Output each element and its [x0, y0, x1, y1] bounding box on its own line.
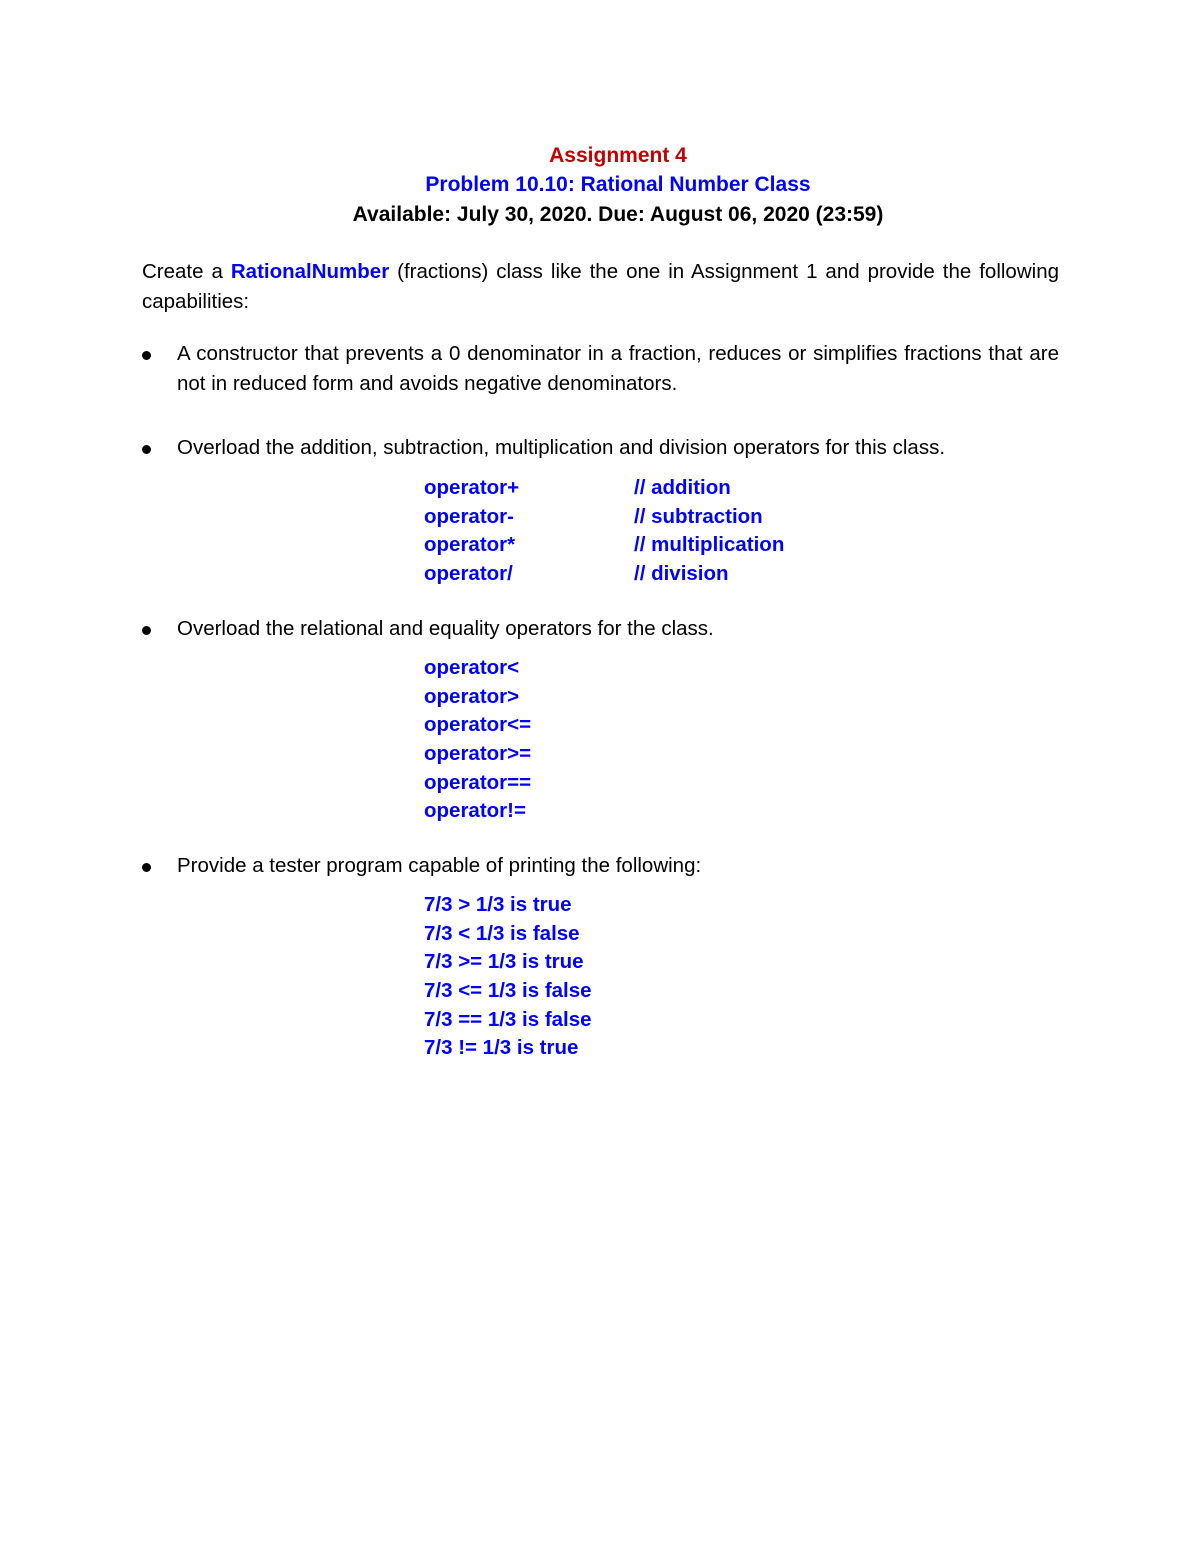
operator-name: operator*: [424, 533, 516, 557]
bullet-dot-icon: [142, 445, 151, 454]
bullet-text: Provide a tester program capable of printing the following:: [177, 854, 702, 877]
intro-text-after: (fractions) class like the one in Assignment 1 and provide the following capabilities:: [142, 260, 1059, 313]
operator-row: operator<=: [424, 713, 532, 737]
problem-title: Problem 10.10: Rational Number Class: [425, 173, 811, 196]
bullet-text: Overload the relational and equality operators for the class.: [177, 617, 714, 640]
intro-text-before: Create a: [142, 260, 231, 283]
operator-comment: // subtraction: [634, 504, 763, 528]
operator-row: [424, 474, 844, 503]
operator-row: operator>=: [424, 742, 532, 766]
bullet-text: A constructor that prevents a 0 denominator in a fraction, reduces or simplifies fractions that are not in reduced form and avoids negative denominators.: [177, 342, 1059, 395]
operator-row: [424, 503, 844, 532]
operator-row: [424, 560, 844, 589]
output-line: 7/3 >= 1/3 is true: [424, 950, 584, 974]
bullet-dot-icon: [142, 351, 151, 360]
operator-row: operator==: [424, 770, 532, 794]
output-line: 7/3 > 1/3 is true: [424, 893, 572, 916]
relational-operators-list: [424, 654, 624, 826]
output-line: 7/3 < 1/3 is false: [424, 921, 580, 945]
operator-row: operator>: [424, 684, 520, 708]
arithmetic-operators-list: [424, 474, 844, 589]
operator-name: operator-: [424, 504, 514, 528]
operator-name: operator/: [424, 562, 513, 586]
operator-row: [424, 531, 844, 560]
assignment-title: Assignment 4: [549, 144, 687, 167]
output-line: 7/3 != 1/3 is true: [424, 1036, 579, 1060]
operator-row: operator<: [424, 656, 520, 679]
tester-output-list: [424, 891, 684, 1063]
dates-line: Available: July 30, 2020. Due: August 06, 2020 (23:59): [352, 203, 884, 226]
operator-comment: // multiplication: [634, 533, 785, 557]
bullet-text: Overload the addition, subtraction, multiplication and division operators for this class.: [177, 436, 946, 459]
operator-comment: // addition: [634, 476, 731, 499]
class-name: RationalNumber: [230, 260, 390, 283]
bullet-dot-icon: [142, 626, 151, 635]
output-line: 7/3 == 1/3 is false: [424, 1007, 592, 1031]
output-line: 7/3 <= 1/3 is false: [424, 979, 592, 1003]
bullet-dot-icon: [142, 863, 151, 872]
intro-paragraph: [142, 257, 1059, 317]
operator-name: operator+: [424, 476, 520, 499]
operator-comment: // division: [634, 562, 729, 586]
operator-row: operator!=: [424, 799, 526, 823]
